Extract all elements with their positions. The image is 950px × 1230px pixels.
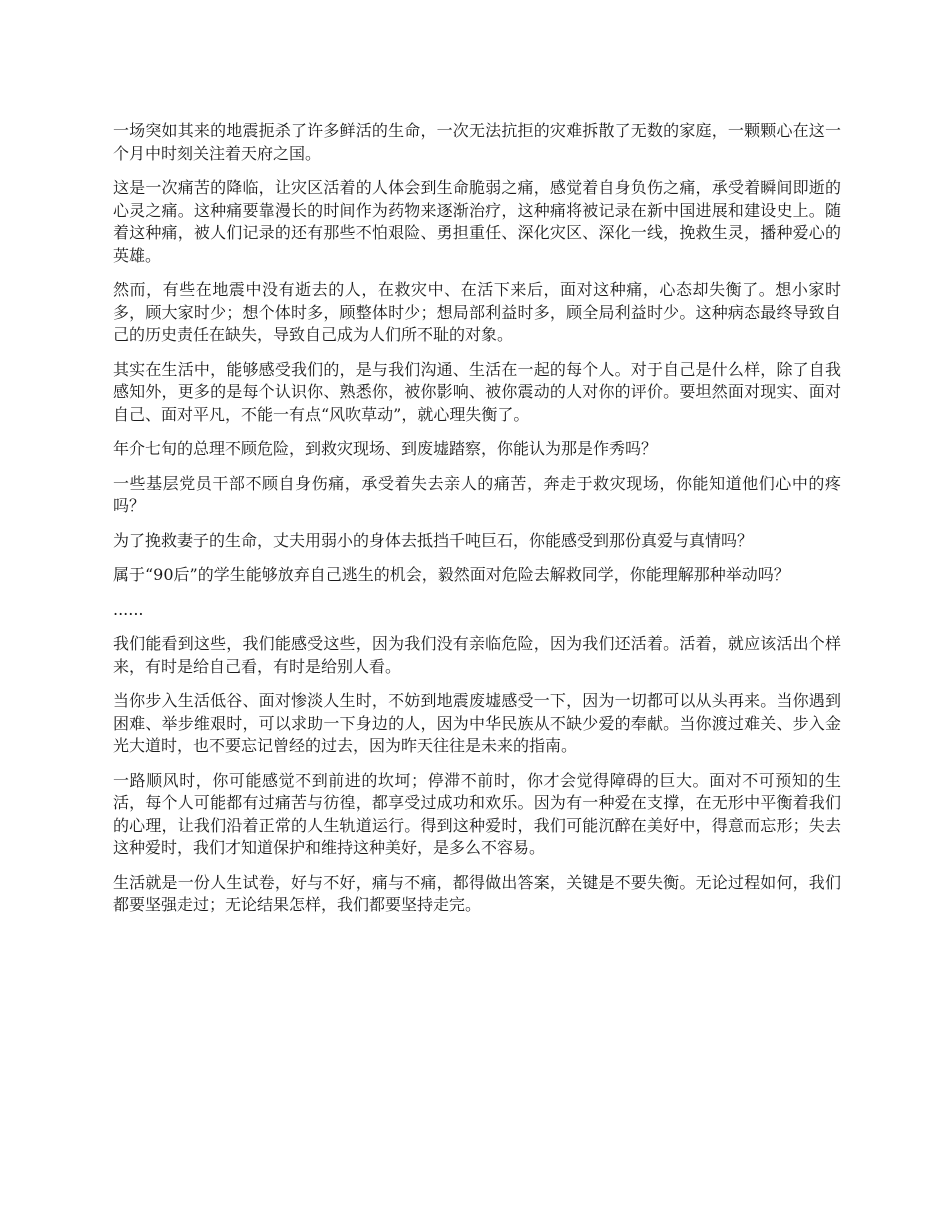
paragraph-13: 生活就是一份人生试卷，好与不好，痛与不痛，都得做出答案，关键是不要失衡。无论过程如何，我们都要坚强走过；无论结果怎样，我们都要坚持走完。 [113,872,841,914]
paragraph-7: 为了挽救妻子的生命，丈夫用弱小的身体去抵挡千吨巨石，你能感受到那份真爱与真情吗？ [113,530,754,550]
paragraph-2: 这是一次痛苦的降临，让灾区活着的人体会到生命脆弱之痛，感觉着自身负伤之痛，承受着瞬间即逝的心灵之痛。这种痛要靠漫长的时间作为药物来逐渐治疗，这种痛将被记录在新中国进展和建设史上。随着这种痛，被人们记录的还有那些不怕艰险、勇担重任、深化灾区、深化一线，挽救生灵，播种爱心的英雄。 [113,178,841,265]
paragraph-11: 当你步入生活低谷、面对惨淡人生时，不妨到地震废墟感受一下，因为一切都可以从头再来。当你遇到困难、举步维艰时，可以求助一下身边的人，因为中华民族从不缺少爱的奉献。当你渡过难关、步入金光大道时，也不要忘记曾经的过去，因为昨天往往是未来的指南。 [113,691,841,755]
document-body [113,120,841,929]
paragraph-5: 年介七旬的总理不顾危险，到救灾现场、到废墟踏察，你能认为那是作秀吗？ [113,439,658,458]
paragraph-3: 然而，有些在地震中没有逝去的人，在救灾中、在活下来后，面对这种痛，心态却失衡了。想小家时多，顾大家时少；想个体时多，顾整体时少；想局部利益时多，顾全局利益时少。这种病态最终导致自己的历史责任在缺失，导致自己成为人们所不耻的对象。 [113,280,841,344]
paragraph-6: 一些基层党员干部不顾自身伤痛，承受着失去亲人的痛苦，奔走于救灾现场，你能知道他们心中的疼吗？ [113,473,841,515]
paragraph-8: 属于“90后”的学生能够放弃自己逃生的机会，毅然面对危险去解救同学，你能理解那种举动吗？ [113,565,790,584]
paragraph-4: 其实在生活中，能够感受我们的，是与我们沟通、生活在一起的每个人。对于自己是什么样，除了自我感知外，更多的是每个认识你、熟悉你，被你影响、被你震动的人对你的评价。要坦然面对现实、面对自己、面对平凡，不能一有点“风吹草动”，就心理失衡了。 [113,359,841,424]
paragraph-1: 一场突如其来的地震扼杀了许多鲜活的生命，一次无法抗拒的灾难拆散了无数的家庭，一颗颗心在这一个月中时刻关注着天府之国。 [113,121,841,163]
paragraph-10: 我们能看到这些，我们能感受这些，因为我们没有亲临危险，因为我们还活着。活着，就应该活出个样来，有时是给自己看，有时是给别人看。 [113,634,841,676]
paragraph-ellipsis: ...... [113,599,144,619]
paragraph-12: 一路顺风时，你可能感觉不到前进的坎坷；停滞不前时，你才会觉得障碍的巨大。面对不可预知的生活，每个人可能都有过痛苦与彷徨，都享受过成功和欢乐。因为有一种爱在支撑，在无形中平衡着我们的心理，让我们沿着正常的人生轨道运行。得到这种爱时，我们可能沉醉在美好中，得意而忘形；失去这种爱时，我们才知道保护和维持这种美好，是多么不容易。 [113,770,841,857]
